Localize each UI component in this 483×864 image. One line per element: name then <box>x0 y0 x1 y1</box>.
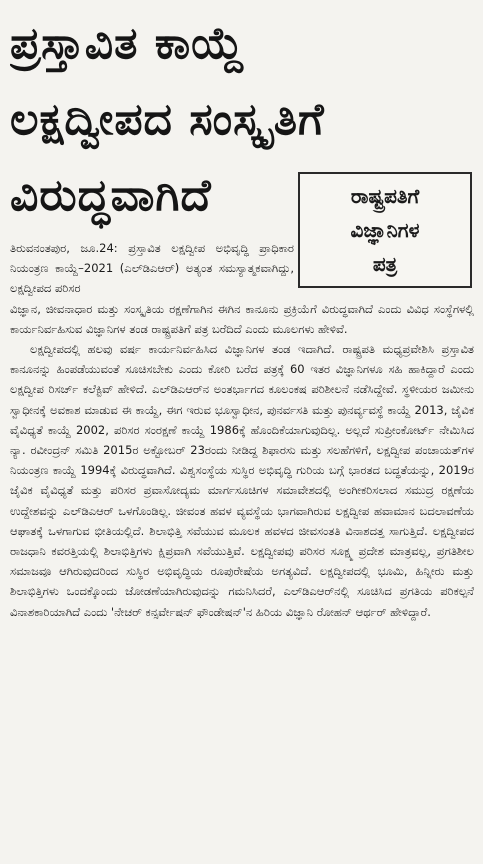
subheading-line-1: ರಾಷ್ಟ್ರಪತಿಗೆ <box>350 184 420 208</box>
headline-line-1: ಪ್ರಸ್ತಾವಿತ ಕಾಯ್ದೆ <box>10 18 246 69</box>
article-paragraph-2: ಲಕ್ಷದ್ವೀಪದಲ್ಲಿ ಹಲವು ವರ್ಷ ಕಾರ್ಯನಿರ್ವಹಿಸಿದ ವಿಜ್ಞಾನಿಗಳ ತಂಡ ಇದಾಗಿದೆ. ರಾಷ್ಟ್ರಪತಿ ಮಧ್ಯಪ್ರವೇಶಿಸಿ ಪ್ರಸ್ತಾವಿತ ಕಾನೂನನ್ನು ಹಿಂಪಡೆಯುವಂತೆ ಸೂಚಿಸಬೇಕು ಎಂದು ಕೋರಿ ಬರೆದ ಪತ್ರಕ್ಕೆ 60 ಇತರ ವಿಜ್ಞಾನಿಗಳೂ ಸಹಿ ಹಾಕಿದ್ದಾರೆ ಎಂದು ಲಕ್ಷದ್ವೀಪ ರಿಸರ್ಚ್ ಕಲೆಕ್ಟಿವ್ ಹೇಳಿದೆ. ಎಲ್‌ಡಿಎಆರ್‌ನ ಅಂತರ್ಭಾಗದ ಕೂಲಂಕಷ ಪರಿಶೀಲನೆ ನಡೆಸಿದ್ದೇವೆ. ಸ್ಥಳೀಯರ ಜಮೀನು ಸ್ವಾಧೀನಕ್ಕೆ ಅವಕಾಶ ಮಾಡುವ ಈ ಕಾಯ್ದೆ, ಈಗ ಇರುವ ಭೂಸ್ವಾಧೀನ, ಪುನರ್ವಸತಿ ಮತ್ತು ಪುನರ್ವ್ಯವಸ್ಥೆ ಕಾಯ್ದೆ 2013, ಜೈವಿಕ ವೈವಿಧ್ಯತೆ ಕಾಯ್ದೆ 2002, ಪರಿಸರ ಸಂರಕ್ಷಣೆ ಕಾಯ್ದೆ 1986ಕ್ಕೆ ಹೊಂದಿಕೆಯಾಗುವುದಿಲ್ಲ. ಅಲ್ಲದೆ ಸುಪ್ರೀಂಕೋರ್ಟ್ ನೇಮಿಸಿದ ನ್ಯಾ. ರವೀಂದ್ರನ್ ಸಮಿತಿ 2015ರ ಅಕ್ಟೋಬರ್ 23ರಂದು ನೀಡಿದ್ದ ಶಿಫಾರಸು ಮತ್ತು ಸಲಹೆಗಳಿಗೆ, ಲಕ್ಷದ್ವೀಪ ಪಂಚಾಯತ್‌ಗಳ ನಿಯಂತ್ರಣ ಕಾಯ್ದೆ 1994ಕ್ಕೆ ವಿರುದ್ಧವಾಗಿದೆ. ವಿಶ್ವಸಂಸ್ಥೆಯ ಸುಸ್ಥಿರ ಅಭಿವೃದ್ಧಿ ಗುರಿಯ ಬಗ್ಗೆ ಭಾರತದ ಬದ್ಧತೆಯನ್ನು, 2019ರ ಜೈವಿಕ ವೈವಿಧ್ಯತೆ ಮತ್ತು ಪರಿಸರ ಪ್ರವಾಸೋದ್ಯಮ ಮಾರ್ಗಸೂಚಿಗಳ ಸಮಾವೇಶದಲ್ಲಿ ಅಂಗೀಕರಿಸಲಾದ ಸಮುದ್ರ ರಕ್ಷಣೆಯ ಉದ್ದೇಶವನ್ನು ಎಲ್‌ಡಿಎಆರ್ ಒಳಗೊಂಡಿಲ್ಲ. ಜೀವಂತ ಹವಳ ವ್ಯವಸ್ಥೆಯ ಭಾಗವಾಗಿರುವ ಲಕ್ಷದ್ವೀಪ ಹವಾಮಾನ ಬದಲಾವಣೆಯ ಆಘಾತಕ್ಕೆ ಒಳಗಾಗುವ ಭೀತಿಯಲ್ಲಿದೆ. ಶಿಲಾಭಿತ್ತಿ ಸವೆಯುವ ಮೂಲಕ ಹವಳದ ಜೀವಸಂತತಿ ವಿನಾಶದತ್ತ ಸಾಗುತ್ತಿದೆ. ಲಕ್ಷದ್ವೀಪದ ರಾಜಧಾನಿ ಕವರತ್ತಿಯಲ್ಲಿ ಶಿಲಾಭಿತ್ತಿಗಳು ಕ್ಷಿಪ್ರವಾಗಿ ಸವೆಯುತ್ತಿವೆ. ಲಕ್ಷದ್ವೀಪವು ಪರಿಸರ ಸೂಕ್ಷ್ಮ ಪ್ರದೇಶ ಮಾತ್ರವಲ್ಲ, ಪ್ರಗತಿಶೀಲ ಸಮಾಜವೂ ಆಗಿರುವುದರಿಂದ ಸುಸ್ಥಿರ ಅಭಿವೃದ್ಧಿಯ ರೂಪುರೇಷೆಯ ಅಗತ್ಯವಿದೆ. ಲಕ್ಷದ್ವೀಪದಲ್ಲಿ ಭೂಮಿ, ಹಿನ್ನೀರು ಮತ್ತು ಶಿಲಾಭಿತ್ತಿಗಳು ಒಂದಕ್ಕೊಂದು ಜೋಡಣೆಯಾಗಿರುವುದನ್ನು ಗಮನಿಸಿದರೆ, ಎಲ್‌ಡಿಎಆರ್‌ನಲ್ಲಿ ಸೂಚಿಸಿದ ಪ್ರಗತಿಯ ಪರಿಕಲ್ಪನೆ ವಿನಾಶಕಾರಿಯಾಗಿದೆ ಎಂದು 'ನೇಚರ್ ಕನ್ಸರ್ವೇಷನ್ ಫೌಂಡೇಷನ್'ನ ಹಿರಿಯ ವಿಜ್ಞಾನಿ ರೋಹನ್ ಆರ್ಥರ್ ಹೇಳಿದ್ದಾರೆ. <box>10 342 474 619</box>
subheading-line-2: ವಿಜ್ಞಾನಿಗಳ <box>350 218 420 242</box>
subheading-line-3: ಪತ್ರ <box>372 252 398 276</box>
article-lead: ತಿರುವನಂತಪುರ, ಜೂ.24: ಪ್ರಸ್ತಾವಿತ ಲಕ್ಷದ್ವೀಪ ಅಭಿವೃದ್ಧಿ ಪ್ರಾಧಿಕಾರ ನಿಯಂತ್ರಣ ಕಾಯ್ದೆ–2021 (ಎಲ್‌ಡಿಎಆರ್) ಅತ್ಯಂತ ಸಮಸ್ಯಾತ್ಮಕವಾಗಿದ್ದು, ಲಕ್ಷದ್ವೀಪದ ಪರಿಸರ <box>10 241 294 296</box>
article-paragraph-1: ವಿಜ್ಞಾನ, ಜೀವನಾಧಾರ ಮತ್ತು ಸಂಸ್ಕೃತಿಯ ರಕ್ಷಣೆಗಾಗಿನ ಈಗಿನ ಕಾನೂನು ಪ್ರಕ್ರಿಯೆಗೆ ವಿರುದ್ಧವಾಗಿದೆ ಎಂದು ವಿವಿಧ ಸಂಸ್ಥೆಗಳಲ್ಲಿ ಕಾರ್ಯನಿರ್ವಹಿಸುವ ವಿಜ್ಞಾನಿಗಳ ತಂಡ ರಾಷ್ಟ್ರಪತಿಗೆ ಪತ್ರ ಬರೆದಿದೆ ಎಂದು ಮೂಲಗಳು ಹೇಳಿವೆ. <box>10 301 474 336</box>
headline-line-3: ವಿರುದ್ಧವಾಗಿದೆ <box>10 170 212 221</box>
article-body <box>10 238 474 858</box>
headline-line-2: ಲಕ್ಷದ್ವೀಪದ ಸಂಸ್ಕೃತಿಗೆ <box>10 94 325 145</box>
